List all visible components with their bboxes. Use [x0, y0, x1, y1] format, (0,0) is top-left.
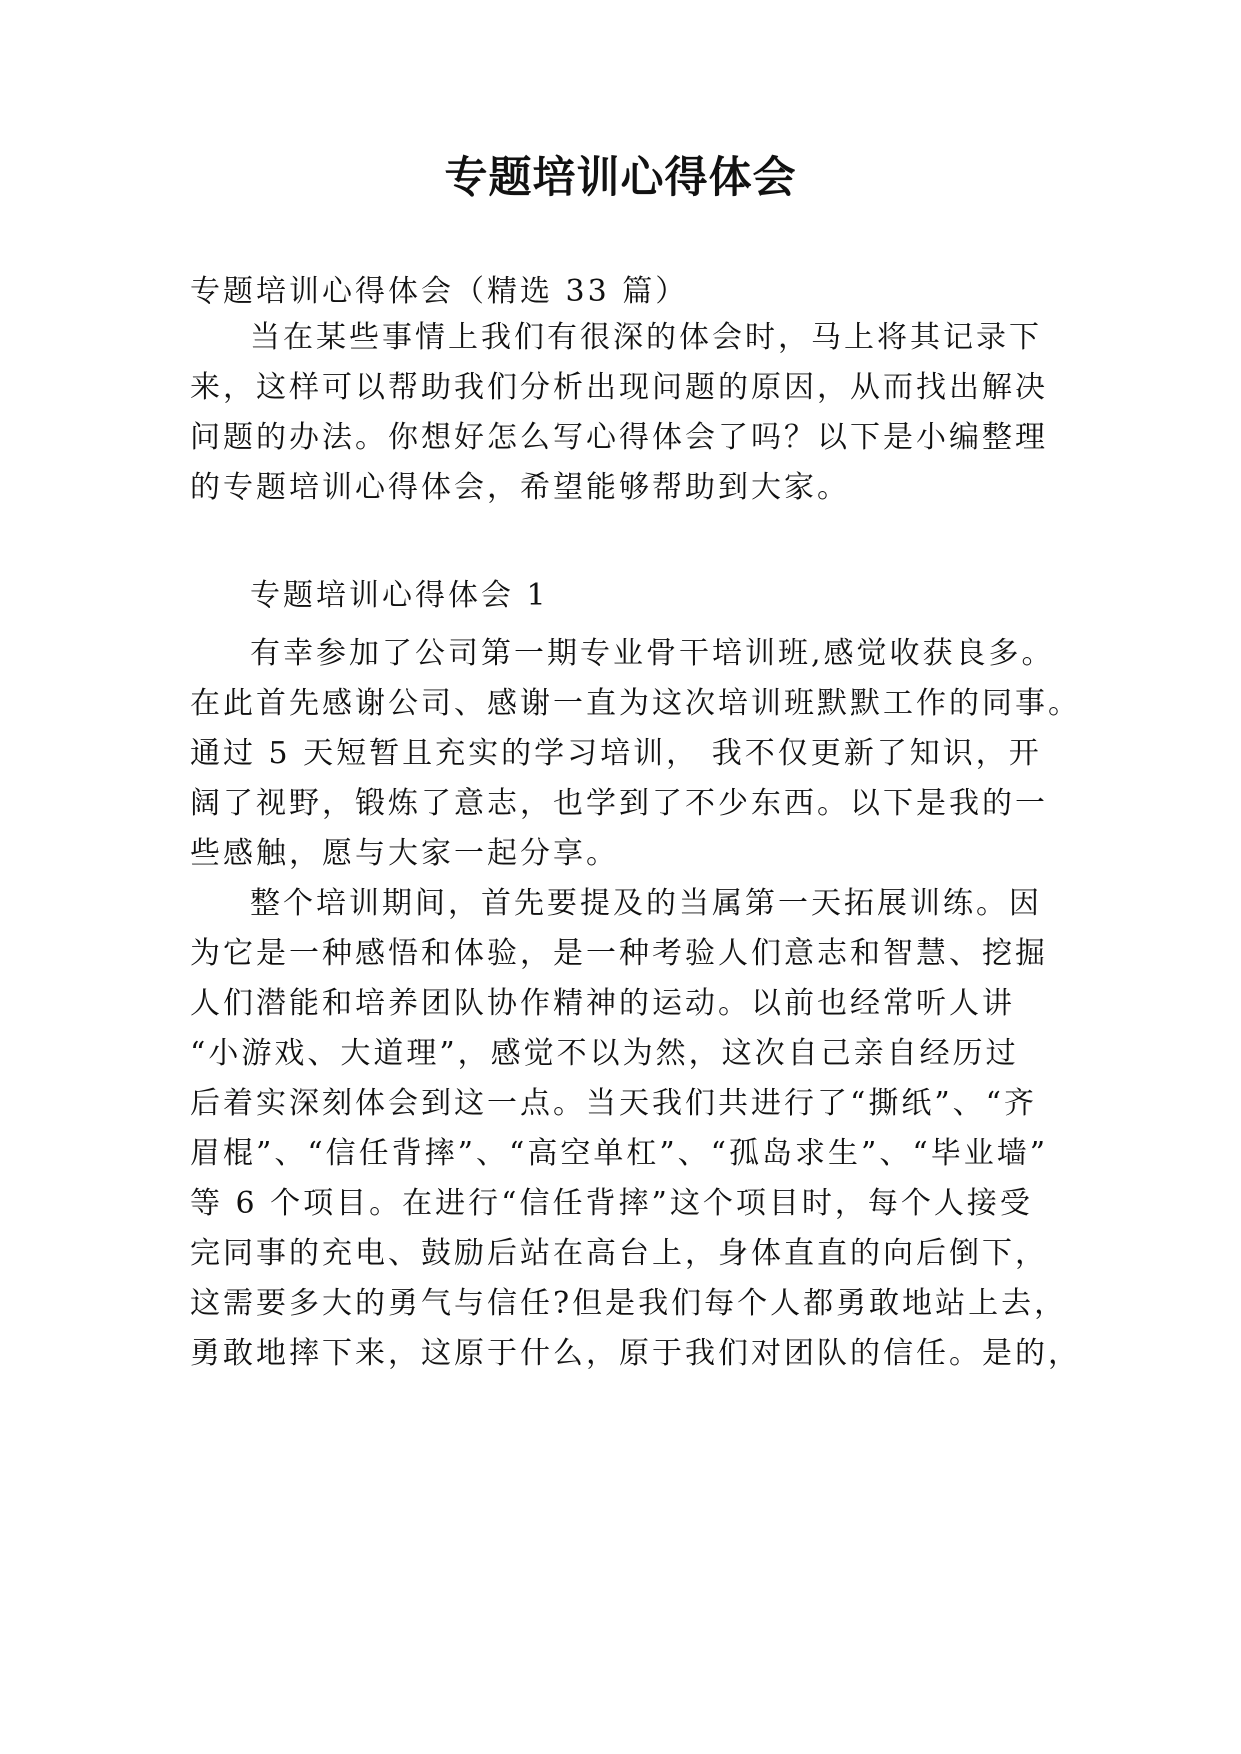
- paragraph-line: 为它是一种感悟和体验，是一种考验人们意志和智慧、挖掘: [190, 936, 1048, 971]
- intro-line: 当在某些事情上我们有很深的体会时，马上将其记录下: [250, 320, 1042, 355]
- document-subtitle: 专题培训心得体会（精选 33 篇）: [190, 274, 689, 309]
- section-heading: 专题培训心得体会 1: [250, 578, 549, 613]
- paragraph-line: 这需要多大的勇气与信任?但是我们每个人都勇敢地站上去，: [190, 1286, 1068, 1321]
- paragraph-line: 后着实深刻体会到这一点。当天我们共进行了“撕纸”、“齐: [190, 1086, 1038, 1121]
- paragraph-line: 眉棍”、“信任背摔”、“高空单杠”、“孤岛求生”、“毕业墙”: [190, 1136, 1049, 1171]
- paragraph-line: 有幸参加了公司第一期专业骨干培训班,感觉收获良多。: [250, 636, 1055, 671]
- paragraph-line: 些感触，愿与大家一起分享。: [190, 836, 619, 871]
- paragraph-line: 人们潜能和培养团队协作精神的运动。以前也经常听人讲: [190, 986, 1015, 1021]
- intro-line: 来，这样可以帮助我们分析出现问题的原因，从而找出解决: [190, 370, 1048, 405]
- paragraph-line: 等 6 个项目。在进行“信任背摔”这个项目时，每个人接受: [190, 1186, 1033, 1221]
- intro-line: 的专题培训心得体会，希望能够帮助到大家。: [190, 470, 850, 505]
- paragraph-line: 阔了视野，锻炼了意志，也学到了不少东西。以下是我的一: [190, 786, 1048, 821]
- paragraph-line: “小游戏、大道理”，感觉不以为然，这次自己亲自经历过: [190, 1036, 1019, 1071]
- paragraph-line: 通过 5 天短暂且充实的学习培训， 我不仅更新了知识，开: [190, 736, 1042, 771]
- paragraph-line: 在此首先感谢公司、感谢一直为这次培训班默默工作的同事。: [190, 686, 1081, 721]
- document-title: 专题培训心得体会: [444, 153, 797, 203]
- intro-line: 问题的办法。你想好怎么写心得体会了吗？以下是小编整理: [190, 420, 1048, 455]
- paragraph-line: 完同事的充电、鼓励后站在高台上，身体直直的向后倒下，: [190, 1236, 1048, 1271]
- paragraph-line: 整个培训期间，首先要提及的当属第一天拓展训练。因: [250, 886, 1042, 921]
- paragraph-line: 勇敢地摔下来，这原于什么，原于我们对团队的信任。是的，: [190, 1336, 1081, 1371]
